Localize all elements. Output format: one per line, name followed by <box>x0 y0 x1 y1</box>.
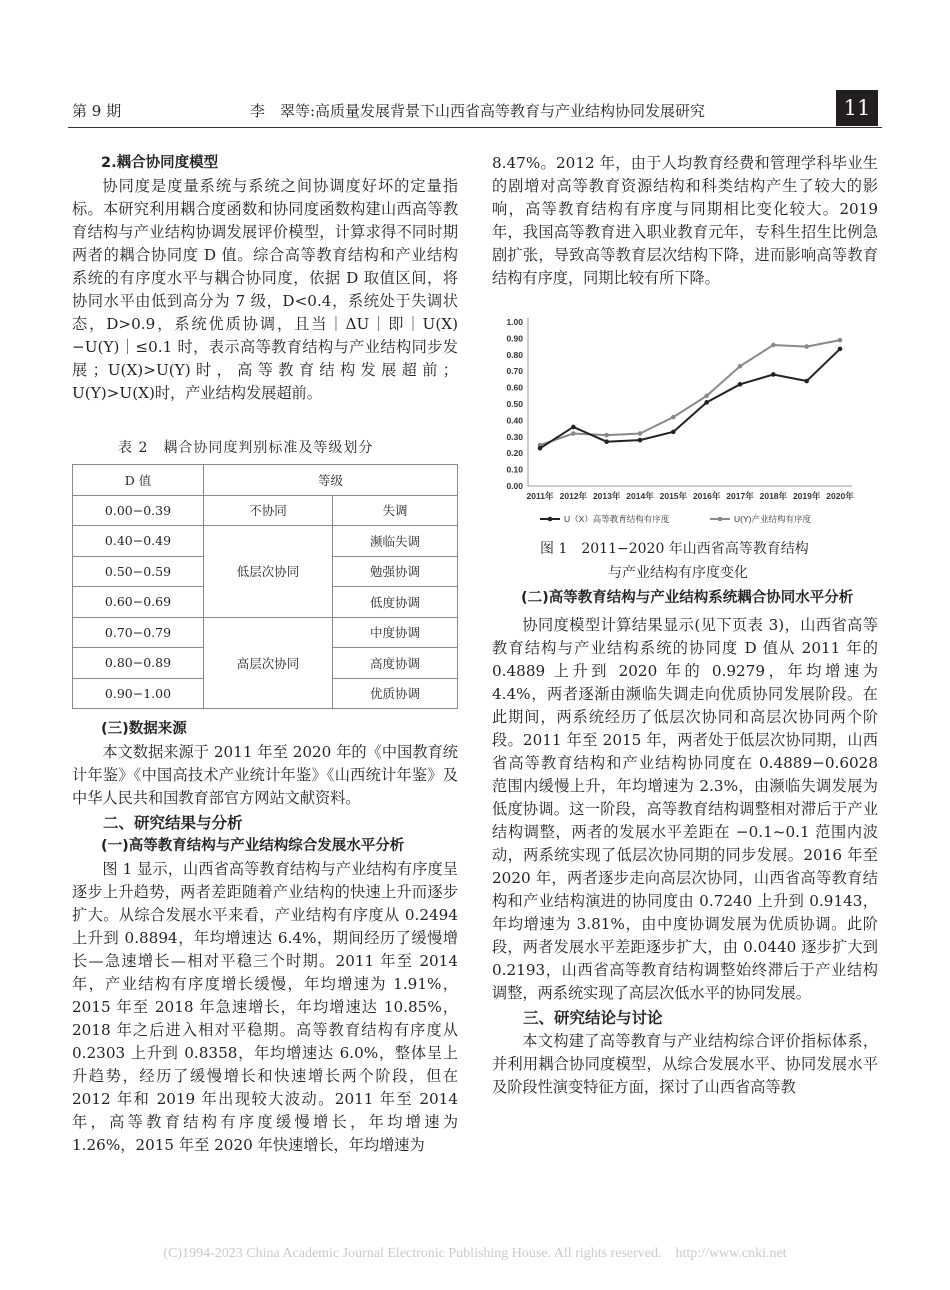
page-number: 11 <box>836 90 878 126</box>
series-line-industry <box>540 340 840 445</box>
y-tick-label: 0.80 <box>506 349 523 360</box>
legend-marker <box>718 517 723 522</box>
data-point <box>804 344 809 349</box>
table-cell-group: 低层次协同 <box>204 526 333 618</box>
data-point <box>704 400 709 405</box>
y-tick-label: 0.60 <box>506 382 523 393</box>
table-header-level: 等级 <box>204 465 458 496</box>
data-point <box>738 382 743 387</box>
paragraph-source: 本文数据来源于 2011 年至 2020 年的《中国教育统计年鉴》《中国高技术产业统计年鉴》《山西统计年鉴》及中华人民共和国教育部官方网站文献资料。 <box>72 743 458 807</box>
data-point <box>771 372 776 377</box>
section-heading-results: 二、研究结果与分析 <box>103 814 243 832</box>
paragraph-model: 协同度是度量系统与系统之间协调度好坏的定量指标。本研究利用耦合度函数和协同度函数构建山西高等教育结构与产业结构协调发展评价模型，计算求得不同时期两者的耦合协同度 D 值。综合高等教育结构和产业结构系统的有序度水平与耦合协同度，依据 D 取值区间，将协同水平由低到高分为 7 级，D<0.4，系统处于失调状态，D>0.9，系统优质协调，且当｜ΔU｜即｜U(X)−U(Y)｜≤0.1 时，表示高等教育结构与产业结构同步发展；U(X)>U(Y)时，高等教育结构发展超前；U(Y)>U(X)时，产业结构发展超前。 <box>72 177 458 402</box>
order-degree-line-chart <box>490 310 880 535</box>
journal-issue: 第 9 期 <box>72 102 122 120</box>
table-row <box>73 617 458 648</box>
data-point <box>638 438 643 443</box>
coupling-table <box>72 464 458 709</box>
table-cell-level: 失调 <box>333 495 458 526</box>
table-caption: 表 2 耦合协同度判别标准及等级划分 <box>118 440 374 456</box>
data-point <box>771 343 776 348</box>
copyright-footer: (C)1994-2023 China Academic Journal Electronic Publishing House. All rights reserved. http://www.cnki.net <box>163 1246 787 1261</box>
table-header-row <box>73 465 458 496</box>
data-point <box>538 446 543 451</box>
table-cell-d: 0.40−0.49 <box>73 526 204 557</box>
legend-label: U(Y)产业结构有序度 <box>734 514 811 524</box>
left-column-bottom <box>72 718 458 1157</box>
y-tick-label: 0.90 <box>506 333 523 344</box>
table-cell-level: 勉强协调 <box>333 556 458 587</box>
table-cell-level: 中度协调 <box>333 617 458 648</box>
data-point <box>671 415 676 420</box>
x-tick-label: 2013年 <box>592 491 621 501</box>
y-tick-label: 0.00 <box>506 481 523 491</box>
running-title: 李 翠等:高质量发展背景下山西省高等教育与产业结构协同发展研究 <box>250 102 706 120</box>
paragraph-conclusion: 本文构建了高等教育与产业结构综合评价指标体系，并利用耦合协同度模型，从综合发展水平、协同发展水平及阶段性演变特征方面，探讨了山西省高等教 <box>492 1032 878 1096</box>
header-rule <box>68 127 882 128</box>
figure-caption-line2: 与产业结构有序度变化 <box>608 565 748 581</box>
y-tick-label: 0.30 <box>506 431 523 442</box>
data-point <box>838 338 843 343</box>
x-tick-label: 2018年 <box>759 491 788 501</box>
section-heading-conclusion: 三、研究结论与讨论 <box>523 1009 663 1027</box>
table-cell-d: 0.50−0.59 <box>73 556 204 587</box>
table-cell-d: 0.80−0.89 <box>73 648 204 679</box>
table-cell-d: 0.60−0.69 <box>73 587 204 618</box>
table-cell-d: 0.90−1.00 <box>73 678 204 709</box>
data-point <box>571 431 576 436</box>
table-cell-group: 高层次协同 <box>204 617 333 709</box>
y-tick-label: 0.10 <box>506 464 523 475</box>
section-heading-analysis1: (一)高等教育结构与产业结构综合发展水平分析 <box>101 838 405 854</box>
data-point <box>671 430 676 435</box>
data-point <box>704 394 709 399</box>
table-cell-group: 不协同 <box>204 495 333 526</box>
table-row <box>73 495 458 526</box>
table-cell-level: 优质协调 <box>333 678 458 709</box>
data-point <box>571 425 576 430</box>
legend-marker <box>548 517 553 522</box>
legend-label: U（X）高等教育结构有序度 <box>564 514 670 524</box>
x-tick-label: 2014年 <box>626 491 654 501</box>
data-point <box>604 439 609 444</box>
x-tick-label: 2020年 <box>826 491 854 501</box>
y-tick-label: 0.70 <box>506 366 523 377</box>
data-point <box>804 379 809 384</box>
x-tick-label: 2019年 <box>792 491 821 501</box>
x-tick-label: 2011年 <box>526 491 554 501</box>
x-tick-label: 2012年 <box>559 491 588 501</box>
section-heading-model: 2.耦合协同度模型 <box>101 155 219 171</box>
y-tick-label: 0.20 <box>506 448 523 459</box>
table-cell-d: 0.70−0.79 <box>73 617 204 648</box>
figure-caption-line1: 图 1 2011−2020 年山西省高等教育结构 <box>540 541 809 557</box>
table-cell-level: 高度协调 <box>333 648 458 679</box>
section-heading-source: (三)数据来源 <box>101 721 187 737</box>
table-cell-d: 0.00−0.39 <box>73 495 204 526</box>
table-header-d: D 值 <box>73 465 204 496</box>
x-tick-label: 2015年 <box>659 491 688 501</box>
data-point <box>604 433 609 438</box>
table-cell-level: 低度协调 <box>333 587 458 618</box>
data-point <box>738 364 743 369</box>
paragraph-analysis1: 图 1 显示，山西省高等教育结构与产业结构有序度呈逐步上升趋势，两者差距随着产业结构的快速上升而逐步扩大。从综合发展水平来看，产业结构有序度从 0.2494 上升到 0.8894，年均增速达 6.4%，期间经历了缓慢增长—急速增长—相对平稳三个时期。2011 年至 2014 年，产业结构有序度增长缓慢，年均增速为 1.91%，2015 年至 2018 年急速增长，年均增速达 10.85%，2018 年之后进入相对平稳期。高等教育结构有序度从 0.2303 上升到 0.8358，年均增速达 6.0%，整体呈上升趋势，经历了缓慢增长和快速增长两个阶段，但在 2012 年和 2019 年出现较大波动。2011 年至 2014 年，高等教育结构有序度缓慢增长，年均增速为 1.26%，2015 年至 2020 年快速增长，年均增速为 <box>72 860 458 1154</box>
data-point <box>638 431 643 436</box>
paragraph-continued: 8.47%。2012 年，由于人均教育经费和管理学科毕业生的剧增对高等教育资源结构和科类结构产生了较大的影响，高等教育结构有序度与同期相比变化较大。2019 年，我国高等教育进入职业教育元年，专科生招生比例急剧扩张，导致高等教育层次结构下降，进而影响高等教育结构有序度，同期比较有所下降。 <box>492 154 878 287</box>
x-tick-label: 2016年 <box>692 491 721 501</box>
table-cell-level: 濒临失调 <box>333 526 458 557</box>
y-tick-label: 0.40 <box>506 415 523 426</box>
x-tick-label: 2017年 <box>726 491 754 501</box>
data-point <box>838 347 843 352</box>
y-tick-label: 1.00 <box>506 317 523 327</box>
right-column-top <box>492 152 878 290</box>
left-column-top <box>72 152 458 405</box>
y-tick-label: 0.50 <box>506 399 523 409</box>
right-column-bottom <box>492 587 878 1099</box>
table-row <box>73 526 458 557</box>
paragraph-analysis2: 协同度模型计算结果显示(见下页表 3)，山西省高等教育结构与产业结构系统的协同度 D 值从 2011 年的 0.4889 上升到 2020 年的 0.9279，年均增速为 4.4%，两者逐渐由濒临失调走向优质协同发展阶段。在此期间，两系统经历了低层次协同和高层次协同两个阶段。2011 年至 2015 年，两者处于低层次协同期，山西省高等教育结构和产业结构协同度在 0.4889−0.6028 范围内缓慢上升，年均增速为 2.3%，由濒临失调发展为低度协调。这一阶段，高等教育结构调整相对滞后于产业结构调整，两者的发展水平差距在 −0.1~0.1 范围内波动，两系统实现了低层次协同期的同步发展。2016 年至 2020 年，两者逐步走向高层次协同，山西省高等教育结构和产业结构演进的协同度由 0.7240 上升到 0.9143，年均增速为 3.81%，由中度协调发展为优质协调。此阶段，两者发展水平差距逐步扩大，由 0.0440 逐步扩大到 0.2193，山西省高等教育结构调整始终滞后于产业结构调整，两系统实现了高层次低水平的协同发展。 <box>492 616 878 1002</box>
section-heading-analysis2: (二)高等教育结构与产业结构系统耦合协同水平分析 <box>521 590 854 606</box>
